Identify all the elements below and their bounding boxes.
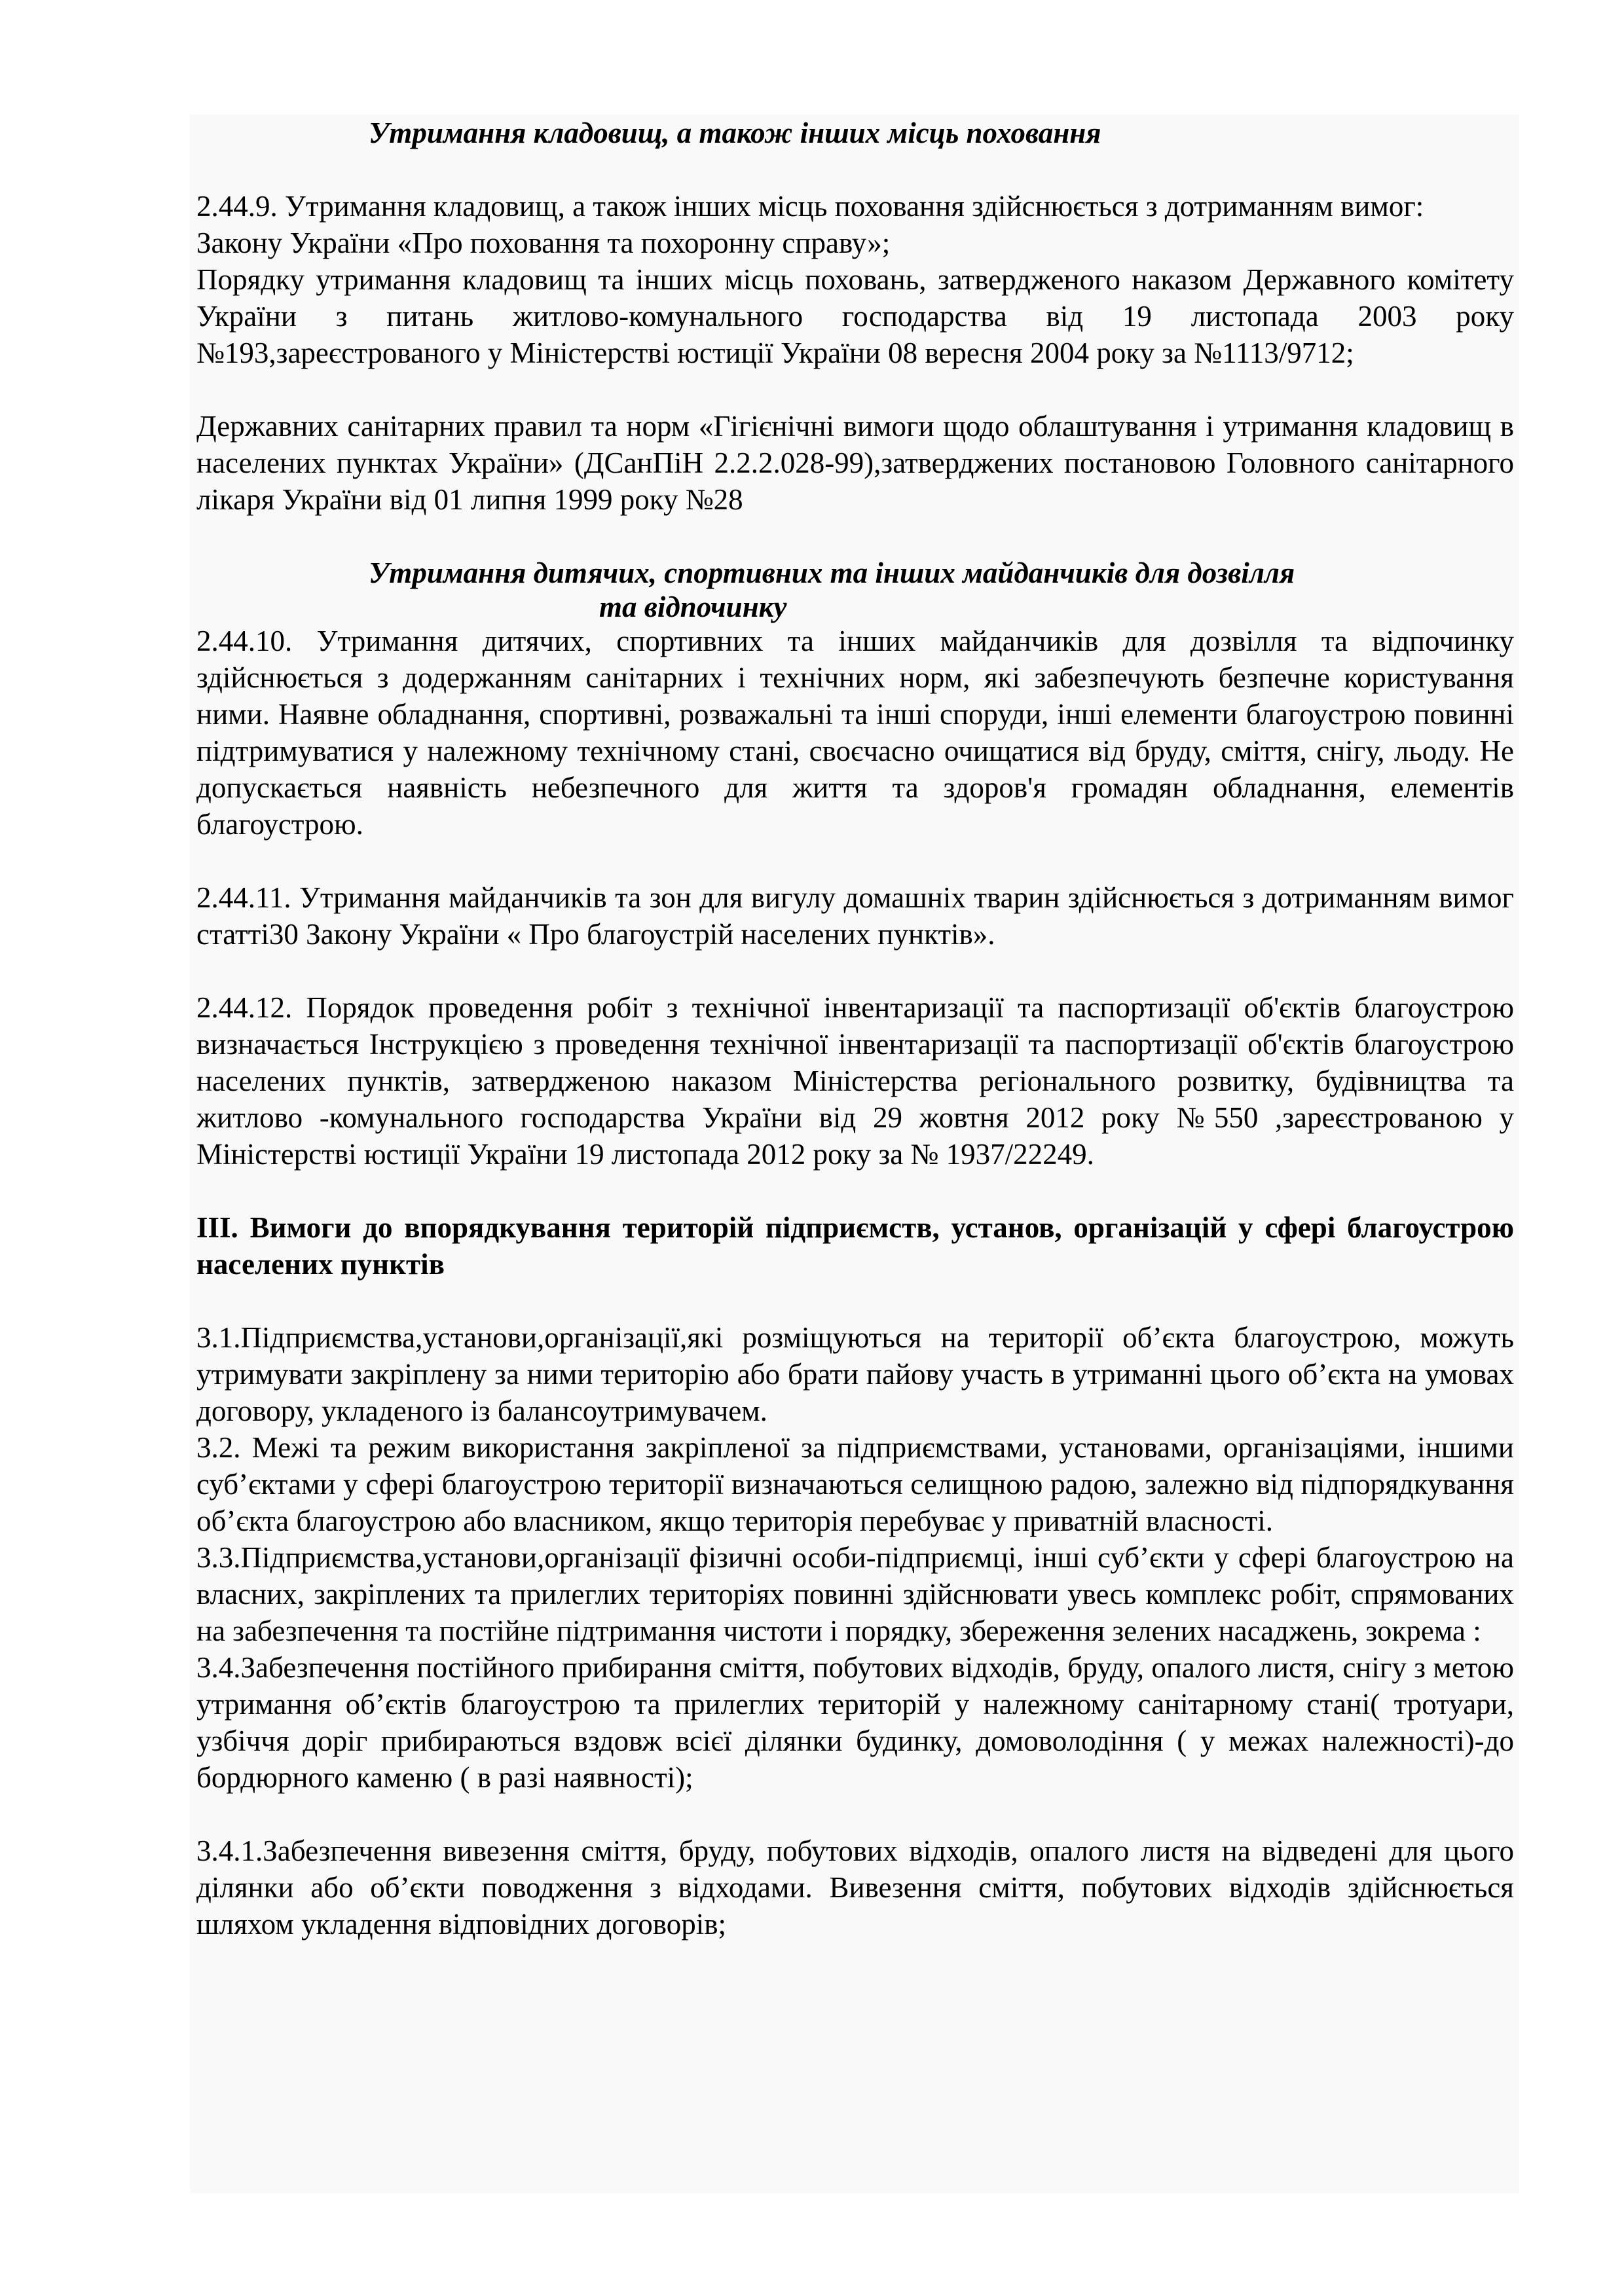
paragraph-2-44-11: 2.44.11. Утримання майданчиків та зон для вигулу домашніх тварин здійснюється з дотриманням вимог статті30 Закону України « Про благоустрій населених пунктів».: [196, 881, 1514, 951]
paragraph-3-3: 3.3.Підприємства,установи,організації фізичні особи-підприємці, інші суб’єкти у сфері благоустрою на власних, закріплених та прилеглих територіях повинні здійснювати увесь комплекс робіт, спрямованих на забезпечення та постійне підтримання чистоти і порядку, збереження зелених насаджень, зокрема :: [196, 1541, 1514, 1647]
paragraph-3-4: 3.4.Забезпечення постійного прибирання сміття, побутових відходів, бруду, опалого листя, снігу з метою утримання об’єктів благоустрою та прилеглих територій у належному санітарному стані( тротуари, узбіччя доріг прибираються вздовж всієї ділянки будинку, домоволодіння ( у межах належності)-до бордюрного каменю ( в разі наявності);: [196, 1651, 1514, 1794]
paragraph-2-44-12: 2.44.12. Порядок проведення робіт з технічної інвентаризації та паспортизації об'єктів благоустрою визначається Інструкцією з проведення технічної інвентаризації та паспортизації об'єктів благоустрою населених пунктів, затвердженою наказом Міністерства регіонального розвитку, будівництва та житлово -комунального господарства України від 29 жовтня 2012 року №550 ,зареєстрованою у Міністерстві юстиції України 19 листопада 2012 року за № 1937/22249.: [196, 991, 1514, 1171]
paragraph-2-44-10: 2.44.10. Утримання дитячих, спортивних та інших майданчиків для дозвілля та відпочинку здійснюється з додержанням санітарних і технічних норм, які забезпечують безпечне користування ними. Наявне обладнання, спортивні, розважальні та інші споруди, інші елементи благоустрою повинні підтримуватися у належному технічному стані, своєчасно очищатися від бруду, сміття, снігу, льоду. Не допускається наявність небезпечного для життя та здоров'я громадян обладнання, елементів благоустрою.: [196, 625, 1514, 841]
heading-playgrounds-line1: Утримання дитячих, спортивних та інших майданчиків для дозвілля: [369, 556, 1295, 589]
paragraph-3-2: 3.2. Межі та режим використання закріпленої за підприємствами, установами, організаціями, іншими суб’єктами у сфері благоустрою території визначаються селищною радою, залежно від підпорядкування об’єкта благоустрою або власником, якщо територія перебуває у приватній власності.: [196, 1431, 1514, 1537]
heading-playgrounds-line2: та відпочинку: [599, 591, 787, 623]
paragraph-2-44-9-intro: 2.44.9. Утримання кладовищ, а також інших місць поховання здійснюється з дотриманням вимог:: [196, 190, 1424, 223]
heading-cemeteries: Утримання кладовищ, а також інших місць поховання: [369, 117, 1101, 149]
document-body: [196, 115, 1514, 1942]
heading-section-3: III. Вимоги до впорядкування територій підприємств, установ, організацій у сфері благоустрою населених пунктів: [196, 1211, 1514, 1281]
paragraph-3-4-1: 3.4.1.Забезпечення вивезення сміття, бруду, побутових відходів, опалого листя на відведені для цього ділянки або об’єкти поводження з відходами. Вивезення сміття, побутових відходів здійснюється шляхом укладення відповідних договорів;: [196, 1834, 1514, 1941]
paragraph-sanitary-rules: Державних санітарних правил та норм «Гігієнічні вимоги щодо облаштування і утримання кладовищ в населених пунктах України» (ДСанПіН 2.2.2.028-99),затверджених постановою Головного санітарного лікаря України від 01 липня 1999 року №28: [196, 410, 1514, 516]
paragraph-law-burial: Закону України «Про поховання та похоронну справу»;: [196, 227, 891, 259]
paragraph-maintenance-order: Порядку утримання кладовищ та інших місць поховань, затвердженого наказом Державного комітету України з питань житлово-комунального господарства від 19 листопада 2003 року №193,зареєстрованого у Міністерстві юстиції України 08 вересня 2004 року за №1113/9712;: [196, 263, 1514, 369]
paragraph-3-1: 3.1.Підприємства,установи,організації,які розміщуються на території об’єкта благоустрою, можуть утримувати закріплену за ними територію або брати пайову участь в утриманні цього об’єкта на умовах договору, укладеного із балансоутримувачем.: [196, 1321, 1514, 1427]
